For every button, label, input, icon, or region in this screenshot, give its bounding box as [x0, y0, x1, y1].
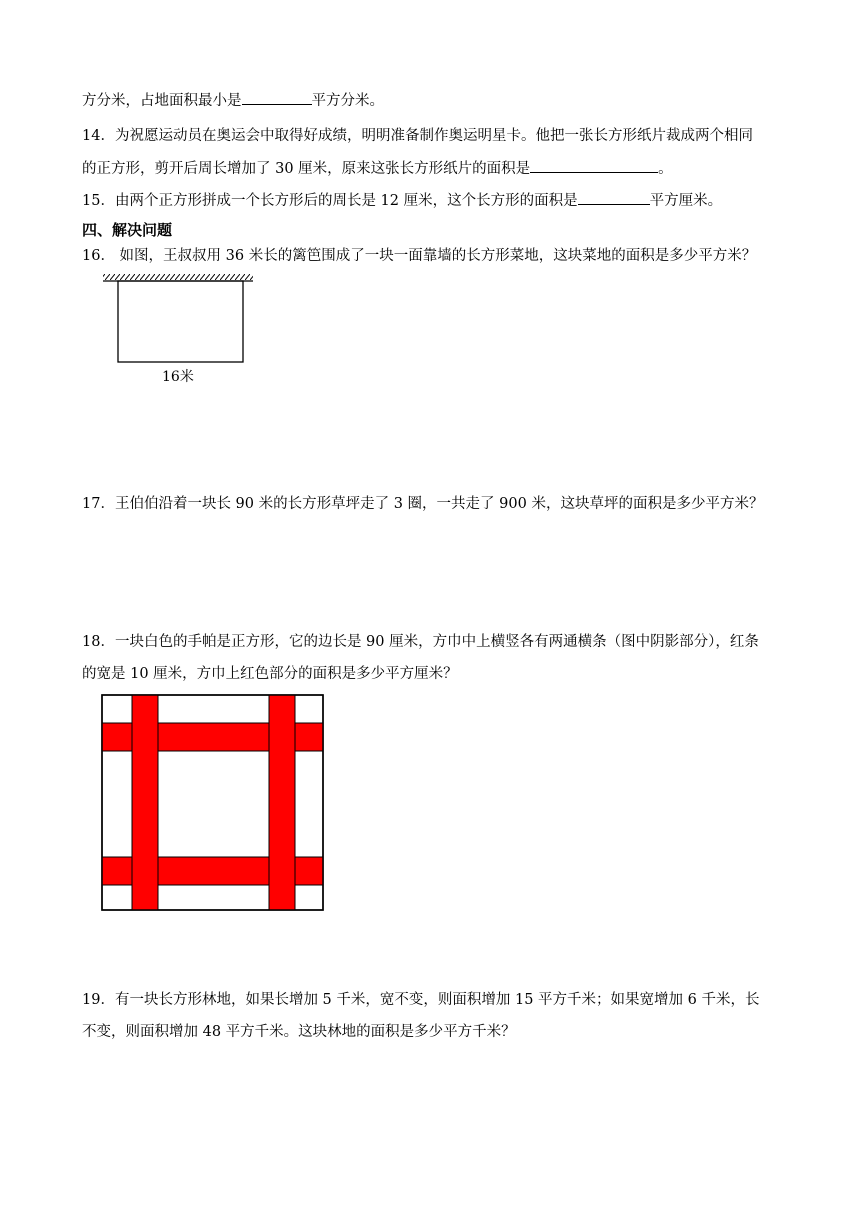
q14-text-before: 的正方形，剪开后周长增加了 30 厘米，原来这张长方形纸片的面积是: [82, 161, 531, 177]
q16-text: 16． 如图，王叔叔用 36 米长的篱笆围成了一块一面靠墙的长方形菜地，这块菜地的面积是多少平方米？: [82, 248, 757, 264]
q17-text: 17．王伯伯沿着一块长 90 米的长方形草坪走了 3 圈，一共走了 900 米，这块草坪的面积是多少平方米？: [82, 496, 764, 512]
q13-text-before: 方分米，占地面积最小是: [82, 93, 242, 109]
q19-line1: 19．有一块长方形林地，如果长增加 5 千米，宽不变，则面积增加 15 平方千米；如果宽增加 6 千米，长: [82, 992, 760, 1008]
wall-hatching: [103, 274, 253, 280]
q14-line2: [82, 158, 673, 179]
q14-line1: 14．为祝愿运动员在奥运会中取得好成绩，明明准备制作奥运明星卡。他把一张长方形纸片裁成两个相同: [82, 128, 753, 144]
stripe-cross-bottom-right: [270, 858, 294, 884]
q14-answer-blank[interactable]: [530, 158, 658, 173]
q18-handkerchief-diagram: [101, 694, 325, 912]
stripe-cross-top-left: [133, 724, 157, 750]
q19-line2: 不变，则面积增加 48 平方千米。这块林地的面积是多少平方千米？: [82, 1024, 516, 1040]
q13-tail-line: [82, 90, 384, 111]
vegetable-plot-rect: [118, 281, 243, 362]
q15-answer-blank[interactable]: [578, 190, 650, 205]
q18-line2: 的宽是 10 厘米，方巾上红色部分的面积是多少平方厘米？: [82, 666, 458, 682]
section-heading: 四、解决问题: [82, 221, 173, 239]
stripe-cross-bottom-left: [133, 858, 157, 884]
q13-text-after: 平方分米。: [311, 93, 384, 109]
q15-text-before: 15．由两个正方形拼成一个长方形后的周长是 12 厘米，这个长方形的面积是: [82, 193, 578, 209]
q15-line: [82, 190, 722, 211]
q15-text-after: 平方厘米。: [649, 193, 723, 209]
stripe-cross-top-right: [270, 724, 294, 750]
q14-text-after: 。: [658, 161, 673, 177]
q16-wall-diagram: [100, 274, 260, 369]
q16-figure: [100, 274, 260, 384]
q18-line1: 18．一块白色的手帕是正方形，它的边长是 90 厘米，方巾中上横竖各有两通横条（图中阴影部分），红条: [82, 634, 759, 650]
q18-figure: [101, 694, 325, 912]
q13-answer-blank[interactable]: [242, 90, 312, 105]
q16-length-label: 16米: [162, 369, 194, 385]
